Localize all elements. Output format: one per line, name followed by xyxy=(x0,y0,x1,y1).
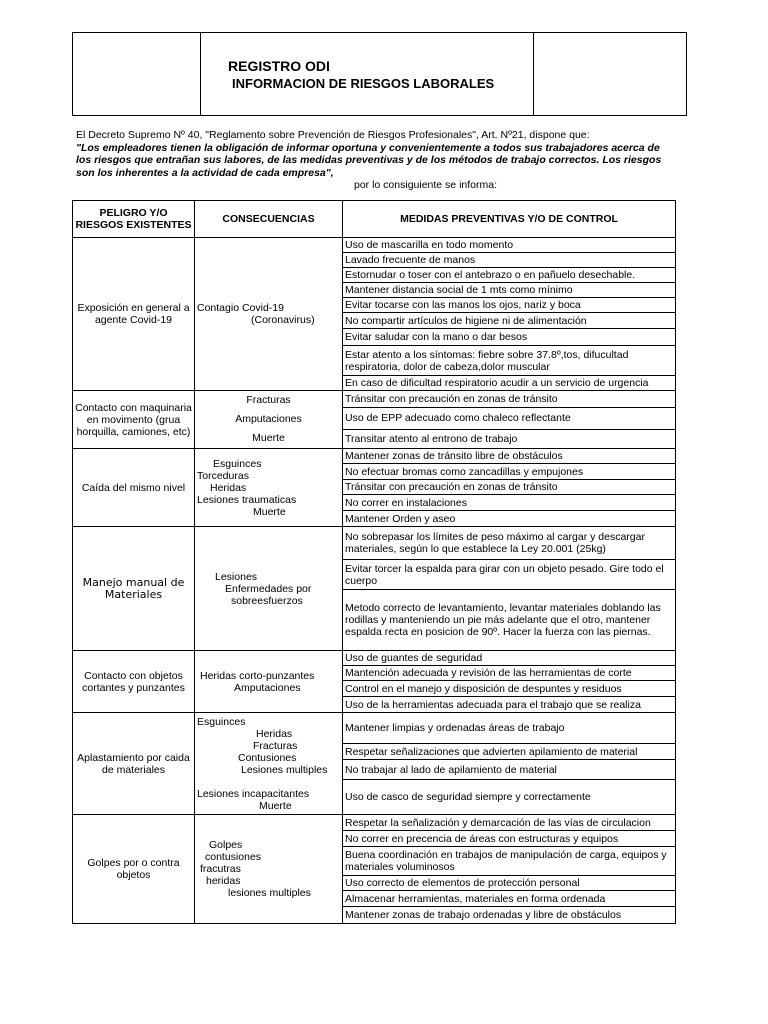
hazard-cell: Contacto con maquinaria en movimento (grua horquilla, camiones, etc) xyxy=(73,391,195,449)
risk-table xyxy=(72,200,676,924)
hazard-cell: Manejo manual de Materiales xyxy=(73,527,195,651)
measure-item: Evitar torcer la espalda para girar con un objeto pesado. Gire todo el cuerpo xyxy=(343,560,676,590)
measure-item: No compartir artículos de higiene ni de alimentación xyxy=(343,313,676,329)
hazard-cell: Caída del mismo nivel xyxy=(73,449,195,527)
consequences-cell xyxy=(195,449,343,527)
table-row xyxy=(73,391,676,408)
measure-item: Estar atento a los síntomas: fiebre sobre 37.8º,tos, difucultad respiratoria, dolor de cabeza,dolor muscular xyxy=(343,346,676,376)
consequence-item: Amputaciones xyxy=(234,681,301,694)
consequence-item: Muerte xyxy=(252,432,285,444)
measure-item: No trabajar al lado de apilamiento de material xyxy=(343,760,676,780)
measure-item: Uso de la herramientas adecuada para el trabajo que se realiza xyxy=(343,697,676,713)
table-row xyxy=(73,527,676,560)
consequence-item: lesiones multiples xyxy=(228,887,311,899)
intro-quote: "Los empleadores tienen la obligación de informar oportuna y convenientemente a todos sus trabajadores acerca de los riesgos que entrañan sus labores, de las medidas preventivas y de los métodos de trabajo correctos. Los riesgos son los inherentes a la actividad de cada empresa", xyxy=(76,141,662,179)
consequence-item: Lesiones multiples xyxy=(241,763,328,776)
consequence-item: Fracturas xyxy=(253,739,298,752)
intro-tail: por lo consiguiente se informa: xyxy=(354,179,497,191)
consequence-item: contusiones xyxy=(205,851,262,863)
consequence-item: Torceduras xyxy=(197,469,249,482)
consequence-item: Lesiones traumaticas xyxy=(197,493,297,506)
measure-item: Evitar tocarse con las manos los ojos, nariz y boca xyxy=(343,298,676,313)
table-row xyxy=(73,238,676,253)
consequence-item: Contusiones xyxy=(238,751,297,764)
measure-item: Tránsitar con precaución en zonas de tránsito xyxy=(343,391,676,408)
measure-item: Mantener limpias y ordenadas áreas de trabajo xyxy=(343,713,676,744)
consequence-item: Heridas xyxy=(210,481,247,494)
measure-item: Mantener distancia social de 1 mts como mínimo xyxy=(343,283,676,298)
consequences-cell xyxy=(195,713,343,815)
measure-item: Estornudar o toser con el antebrazo o en pañuelo desechable. xyxy=(343,268,676,283)
consequences-cell xyxy=(195,527,343,651)
consequences-cell xyxy=(195,391,343,449)
table-row xyxy=(73,651,676,666)
measure-item: Mantener zonas de tránsito libre de obstáculos xyxy=(343,449,676,464)
consequences-cell xyxy=(195,238,343,391)
measure-item: Uso de guantes de seguridad xyxy=(343,651,676,666)
consequence-item: fracutras xyxy=(200,863,241,875)
document-header xyxy=(72,32,687,116)
consequence-item: Golpes xyxy=(209,839,243,851)
hazard-cell: Golpes por o contra objetos xyxy=(73,815,195,924)
measure-item: Metodo correcto de levantamiento, levantar materiales doblando las rodillas y manteniendo un pie más adelante que el otro, mantener espalda recta en posicion de 90º. Hacer la fuerza con las piernas. xyxy=(343,590,676,651)
consequence-item: Lesiones xyxy=(215,570,258,583)
measure-item: Transitar atento al entrono de trabajo xyxy=(343,430,676,449)
table-row xyxy=(73,713,676,744)
intro-paragraph xyxy=(76,129,676,192)
hazard-cell: Exposición en general a agente Covid-19 xyxy=(73,238,195,391)
consequences-cell xyxy=(195,651,343,713)
measure-item: Almacenar herramientas, materiales en forma ordenada xyxy=(343,891,676,907)
measure-item: Uso de mascarilla en todo momento xyxy=(343,238,676,253)
measure-item: No correr en precencia de áreas con estructuras y equipos xyxy=(343,831,676,847)
consequence-item: heridas xyxy=(206,875,241,887)
table-row xyxy=(73,449,676,464)
hazard-cell: Aplastamiento por caida de materiales xyxy=(73,713,195,815)
consequence-item: Lesiones incapacitantes xyxy=(197,787,310,800)
consequence-item: Heridas corto-punzantes xyxy=(200,669,315,682)
measure-item: Lavado frecuente de manos xyxy=(343,253,676,268)
consequence-item: Esguinces xyxy=(213,457,262,470)
measure-item: Respetar la señalización y demarcación de las vías de circulacion xyxy=(343,815,676,831)
measure-item: Uso de EPP adecuado como chaleco reflectante xyxy=(343,407,676,430)
measure-item: Evitar saludar con la mano o dar besos xyxy=(343,329,676,346)
consequence-item: Muerte xyxy=(259,799,292,812)
document-subtitle: INFORMACION DE RIESGOS LABORALES xyxy=(232,76,495,91)
header-consequences: CONSECUENCIAS xyxy=(195,201,343,238)
document-title: REGISTRO ODI xyxy=(228,58,330,74)
consequence-item: Esguinces xyxy=(197,715,246,728)
header-hazard: PELIGRO Y/O RIESGOS EXISTENTES xyxy=(73,201,195,238)
consequence-item: Muerte xyxy=(253,505,286,518)
measure-item: Mantener zonas de trabajo ordenadas y libre de obstáculos xyxy=(343,907,676,924)
measure-item: No correr en instalaciones xyxy=(343,495,676,511)
table-header-row xyxy=(73,201,676,238)
table-row xyxy=(73,815,676,831)
consequence-item: Heridas xyxy=(256,727,293,740)
measure-item: En caso de dificultad respiratorio acudir a un servicio de urgencia xyxy=(343,376,676,391)
measure-item: Mantención adecuada y revisión de las herramientas de corte xyxy=(343,666,676,681)
measure-item: No efectuar bromas como zancadillas y empujones xyxy=(343,464,676,480)
intro-decree-line: El Decreto Supremo Nº 40, "Reglamento sobre Prevención de Riesgos Profesionales", Art. Nº21, dispone que: xyxy=(76,129,590,141)
header-measures: MEDIDAS PREVENTIVAS Y/O DE CONTROL xyxy=(343,201,676,238)
measure-item: Uso de casco de seguridad siempre y correctamente xyxy=(343,780,676,815)
measure-item: Uso correcto de elementos de protección personal xyxy=(343,876,676,891)
measure-item: Buena coordinación en trabajos de manipulación de carga, equipos y materiales voluminosos xyxy=(343,847,676,876)
consequences-cell xyxy=(195,815,343,924)
consequence-item: Amputaciones xyxy=(235,413,302,425)
measure-item: Respetar señalizaciones que advierten apilamiento de material xyxy=(343,744,676,760)
hazard-cell: Contacto con objetos cortantes y punzantes xyxy=(73,651,195,713)
consequence-item: sobreesfuerzos xyxy=(231,594,303,607)
consequence-item: Fracturas xyxy=(246,394,291,406)
header-title-cell xyxy=(200,33,534,115)
measure-item: Tránsitar con precaución en zonas de tránsito xyxy=(343,480,676,495)
measure-item: Mantener Orden y aseo xyxy=(343,511,676,527)
consequence-item: (Coronavirus) xyxy=(251,314,315,326)
measure-item: No sobrepasar los límites de peso máximo al cargar y descargar materiales, según lo que establece la Ley 20.001 (25kg) xyxy=(343,527,676,560)
measure-item: Control en el manejo y disposición de despuntes y residuos xyxy=(343,681,676,697)
consequence-item: Enfermedades por xyxy=(225,582,312,595)
consequence-item: Contagio Covid-19 xyxy=(197,302,284,314)
